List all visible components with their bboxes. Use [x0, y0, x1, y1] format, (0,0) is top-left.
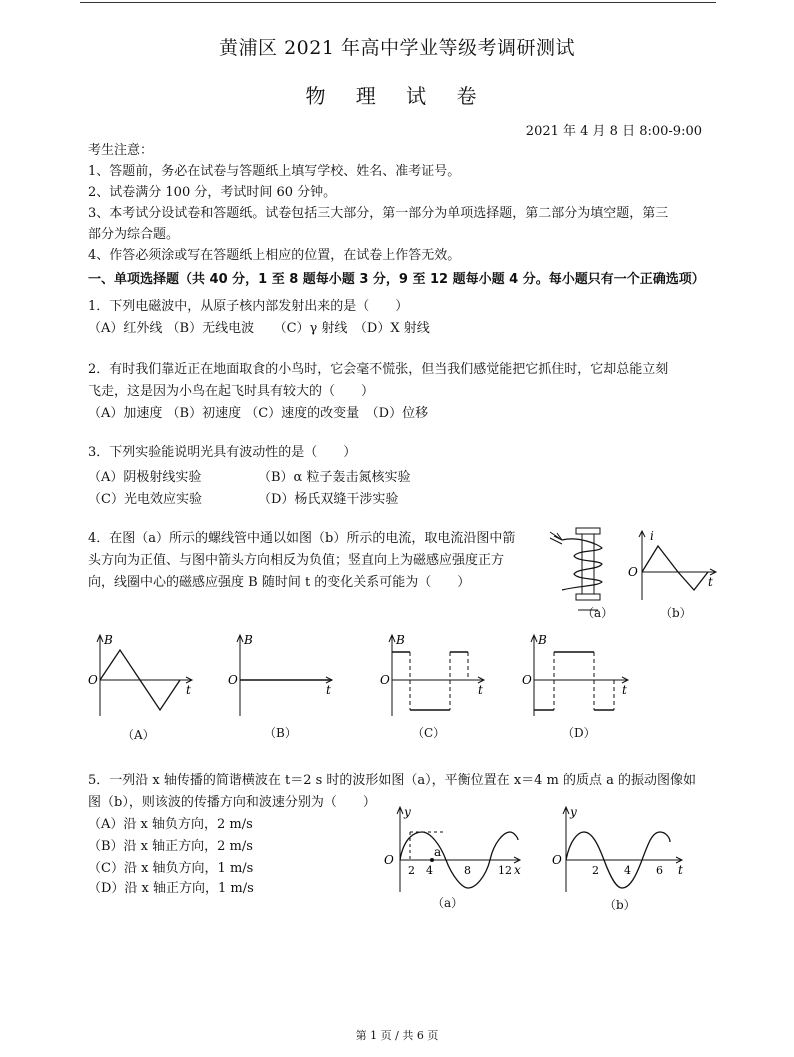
origin-label: O	[380, 673, 390, 687]
i-axis-label: i	[650, 529, 654, 543]
q4-choice-c-label: （C）	[412, 726, 446, 740]
current-curve	[642, 546, 708, 590]
origin-label: O	[522, 673, 532, 687]
q4-choice-b-graph	[228, 630, 338, 720]
q4-stem: 头方向为正值、与图中箭头方向相反为负值；竖直向上为磁感应强度正方	[88, 553, 505, 568]
exam-subtitle: 物 理 试 卷	[305, 84, 489, 108]
q3-option-c: （C）光电效应实验	[88, 492, 202, 507]
origin-label: O	[384, 853, 394, 867]
solenoid-cap	[576, 594, 600, 600]
q4-choice-a-label: （A）	[122, 728, 155, 742]
y-axis-label: y	[404, 805, 411, 819]
b-axis-label: B	[104, 633, 113, 647]
tick-label: 6	[656, 864, 663, 877]
q5-wave-graph	[380, 804, 528, 896]
x-axis-label: x	[514, 863, 521, 877]
q4-choice-b-label: （B）	[264, 726, 297, 740]
notice-item: 部分为综合题。	[88, 227, 180, 242]
origin-label: O	[228, 673, 238, 687]
notice-item: 4、作答必须涂或写在答题纸上相应的位置，在试卷上作答无效。	[88, 248, 461, 263]
q5-fig-a-label: （a）	[432, 896, 464, 910]
q3-stem: 3．下列实验能说明光具有波动性的是（ ）	[88, 445, 357, 460]
t-axis-label: t	[622, 683, 627, 697]
q2-stem: 飞走，这是因为小鸟在起飞时具有较大的（ ）	[88, 384, 375, 399]
q3-option-b: （B）α 粒子轰击氮核实验	[258, 470, 411, 485]
q5-vibration-graph	[552, 804, 692, 896]
b-axis-label: B	[244, 633, 253, 647]
q5-option-a: （A）沿 x 轴负方向，2 m/s	[88, 817, 253, 832]
solenoid-cap	[576, 528, 600, 534]
b-dashed	[554, 652, 614, 710]
top-rule	[80, 2, 716, 3]
origin-label: O	[88, 673, 98, 687]
t-axis-label: t	[478, 683, 483, 697]
tick-label: 12	[498, 864, 512, 877]
q4-solenoid-figure	[548, 524, 628, 616]
q5-stem: 图（b），则该波的传播方向和波速分别为（ ）	[88, 795, 376, 810]
q4-stem: 向，线圈中心的磁感应强度 B 随时间 t 的变化关系可能为（ ）	[88, 575, 471, 590]
q4-choice-d-label: （D）	[562, 726, 596, 740]
tick-label: 8	[464, 864, 471, 877]
q4-choice-a-graph	[88, 630, 198, 720]
tick-label: 2	[408, 864, 415, 877]
q4-stem: 4．在图（a）所示的螺线管中通以如图（b）所示的电流，取电流沿图中箭	[88, 531, 516, 546]
t-axis-label: t	[708, 575, 713, 589]
point-a-label: a	[434, 845, 442, 859]
notice-item: 3、本考试分设试卷和答题纸。试卷包括三大部分，第一部分为单项选择题，第二部分为填空题，第三	[88, 206, 669, 221]
y-axis-label: y	[570, 805, 577, 819]
page-footer: 第 1 页 / 共 6 页	[355, 1029, 439, 1042]
current-arrow-icon	[554, 533, 562, 540]
q5-option-b: （B）沿 x 轴正方向，2 m/s	[88, 839, 253, 854]
notice-item: 1、答题前，务必在试卷与答题纸上填写学校、姓名、准考证号。	[88, 164, 461, 179]
q5-fig-b-label: （b）	[604, 898, 636, 912]
section-heading: 一、单项选择题（共 40 分，1 至 8 题每小题 3 分，9 至 12 题每小题 4 分。每小题只有一个正确选项）	[88, 272, 705, 287]
q4-current-graph	[624, 528, 724, 604]
t-axis-label: t	[326, 683, 331, 697]
q3-option-a: （A）阴极射线实验	[88, 470, 202, 485]
q4-choice-d-graph	[522, 630, 634, 720]
notice-heading: 考生注意：	[88, 143, 154, 158]
notice-item: 2、试卷满分 100 分，考试时间 60 分钟。	[88, 185, 337, 200]
q1-options: （A）红外线 （B）无线电波 （C）γ 射线 （D）X 射线	[88, 321, 430, 336]
q5-stem: 5．一列沿 x 轴传播的简谐横波在 t＝2 s 时的波形如图（a），平衡位置在 x＝4 m 的质点 a 的振动图像如	[88, 773, 697, 788]
exam-date: 2021 年 4 月 8 日 8:00-9:00	[525, 124, 702, 139]
tick-label: 4	[624, 864, 631, 877]
b-curve	[392, 652, 468, 710]
t-axis-label: t	[186, 683, 191, 697]
tick-label: 2	[592, 864, 599, 877]
q2-stem: 2．有时我们靠近正在地面取食的小鸟时，它会毫不慌张，但当我们感觉能把它抓住时，它却总能立刻	[88, 362, 669, 377]
q4-fig-a-label: （a）	[582, 606, 614, 620]
b-axis-label: B	[538, 633, 547, 647]
b-dashed	[410, 652, 468, 710]
origin-label: O	[552, 853, 562, 867]
q4-choice-c-graph	[380, 630, 490, 720]
exam-title: 黄浦区 2021 年高中学业等级考调研测试	[219, 37, 575, 59]
origin-label: O	[628, 565, 638, 579]
b-axis-label: B	[396, 633, 405, 647]
q2-options: （A）加速度 （B）初速度 （C）速度的改变量 （D）位移	[88, 406, 429, 421]
q5-option-c: （C）沿 x 轴负方向，1 m/s	[88, 861, 254, 876]
t-axis-label: t	[678, 863, 683, 877]
q1-stem: 1．下列电磁波中，从原子核内部发射出来的是（ ）	[88, 299, 409, 314]
tick-label: 4	[426, 864, 433, 877]
wave-curve	[490, 832, 518, 860]
b-curve	[534, 652, 614, 710]
q5-option-d: （D）沿 x 轴正方向，1 m/s	[88, 881, 254, 896]
q4-fig-b-label: （b）	[660, 606, 692, 620]
q3-option-d: （D）杨氏双缝干涉实验	[258, 492, 399, 507]
